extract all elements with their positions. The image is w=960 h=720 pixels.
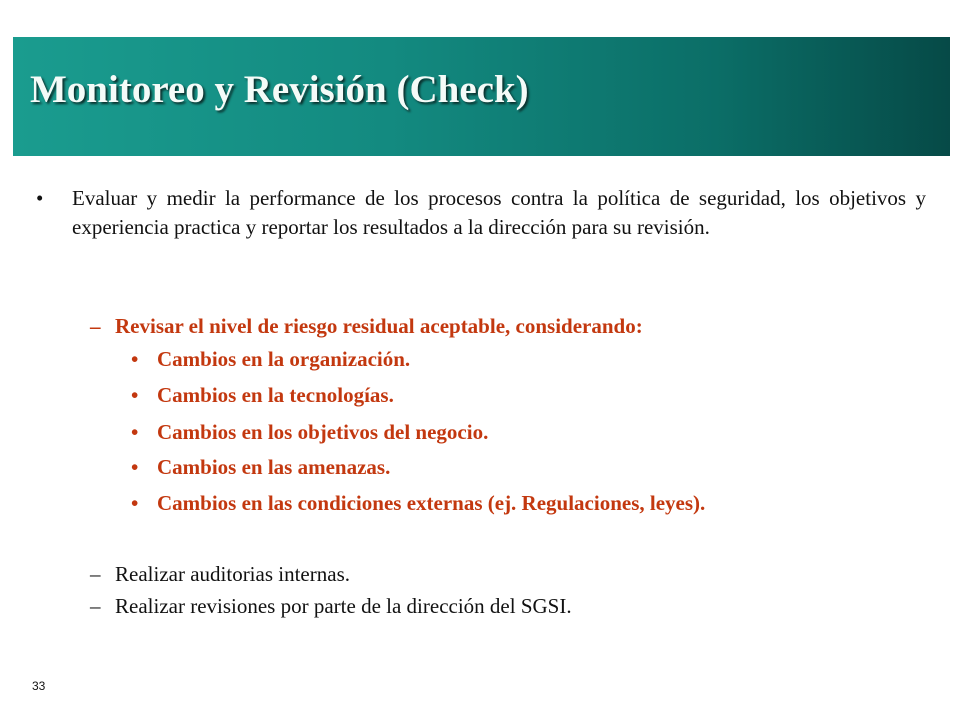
consideration-text: Cambios en la tecnologías.	[157, 383, 394, 407]
dash-marker: –	[90, 562, 101, 586]
review-item-text: Revisar el nivel de riesgo residual aceptable, considerando:	[115, 314, 643, 338]
consideration-text: Cambios en las condiciones externas (ej. Regulaciones, leyes).	[157, 491, 706, 515]
dash-marker: –	[90, 314, 101, 338]
action-text: Realizar auditorias internas.	[115, 562, 350, 586]
consideration-item	[131, 453, 390, 481]
bullet-marker: •	[131, 455, 139, 479]
main-bullet	[36, 184, 926, 242]
bullet-marker: •	[131, 420, 139, 444]
consideration-item	[131, 418, 488, 446]
action-text: Realizar revisiones por parte de la dirección del SGSI.	[115, 594, 572, 618]
action-item	[90, 592, 572, 620]
consideration-item	[131, 489, 705, 517]
dash-marker: –	[90, 594, 101, 618]
review-item	[90, 312, 643, 340]
consideration-item	[131, 381, 394, 409]
consideration-text: Cambios en las amenazas.	[157, 455, 391, 479]
main-bullet-text: Evaluar y medir la performance de los procesos contra la política de seguridad, los objetivos y experiencia practica y reportar los resultados a la dirección para su revisión.	[72, 186, 926, 239]
bullet-marker: •	[131, 347, 139, 371]
page-number: 33	[32, 679, 46, 693]
consideration-text: Cambios en la organización.	[157, 347, 411, 371]
slide-title: Monitoreo y Revisión (Check)	[30, 68, 529, 111]
bullet-marker: •	[131, 383, 139, 407]
bullet-marker: •	[36, 186, 44, 210]
consideration-item	[131, 345, 410, 373]
bullet-marker: •	[131, 491, 139, 515]
action-item	[90, 560, 350, 588]
consideration-text: Cambios en los objetivos del negocio.	[157, 420, 489, 444]
